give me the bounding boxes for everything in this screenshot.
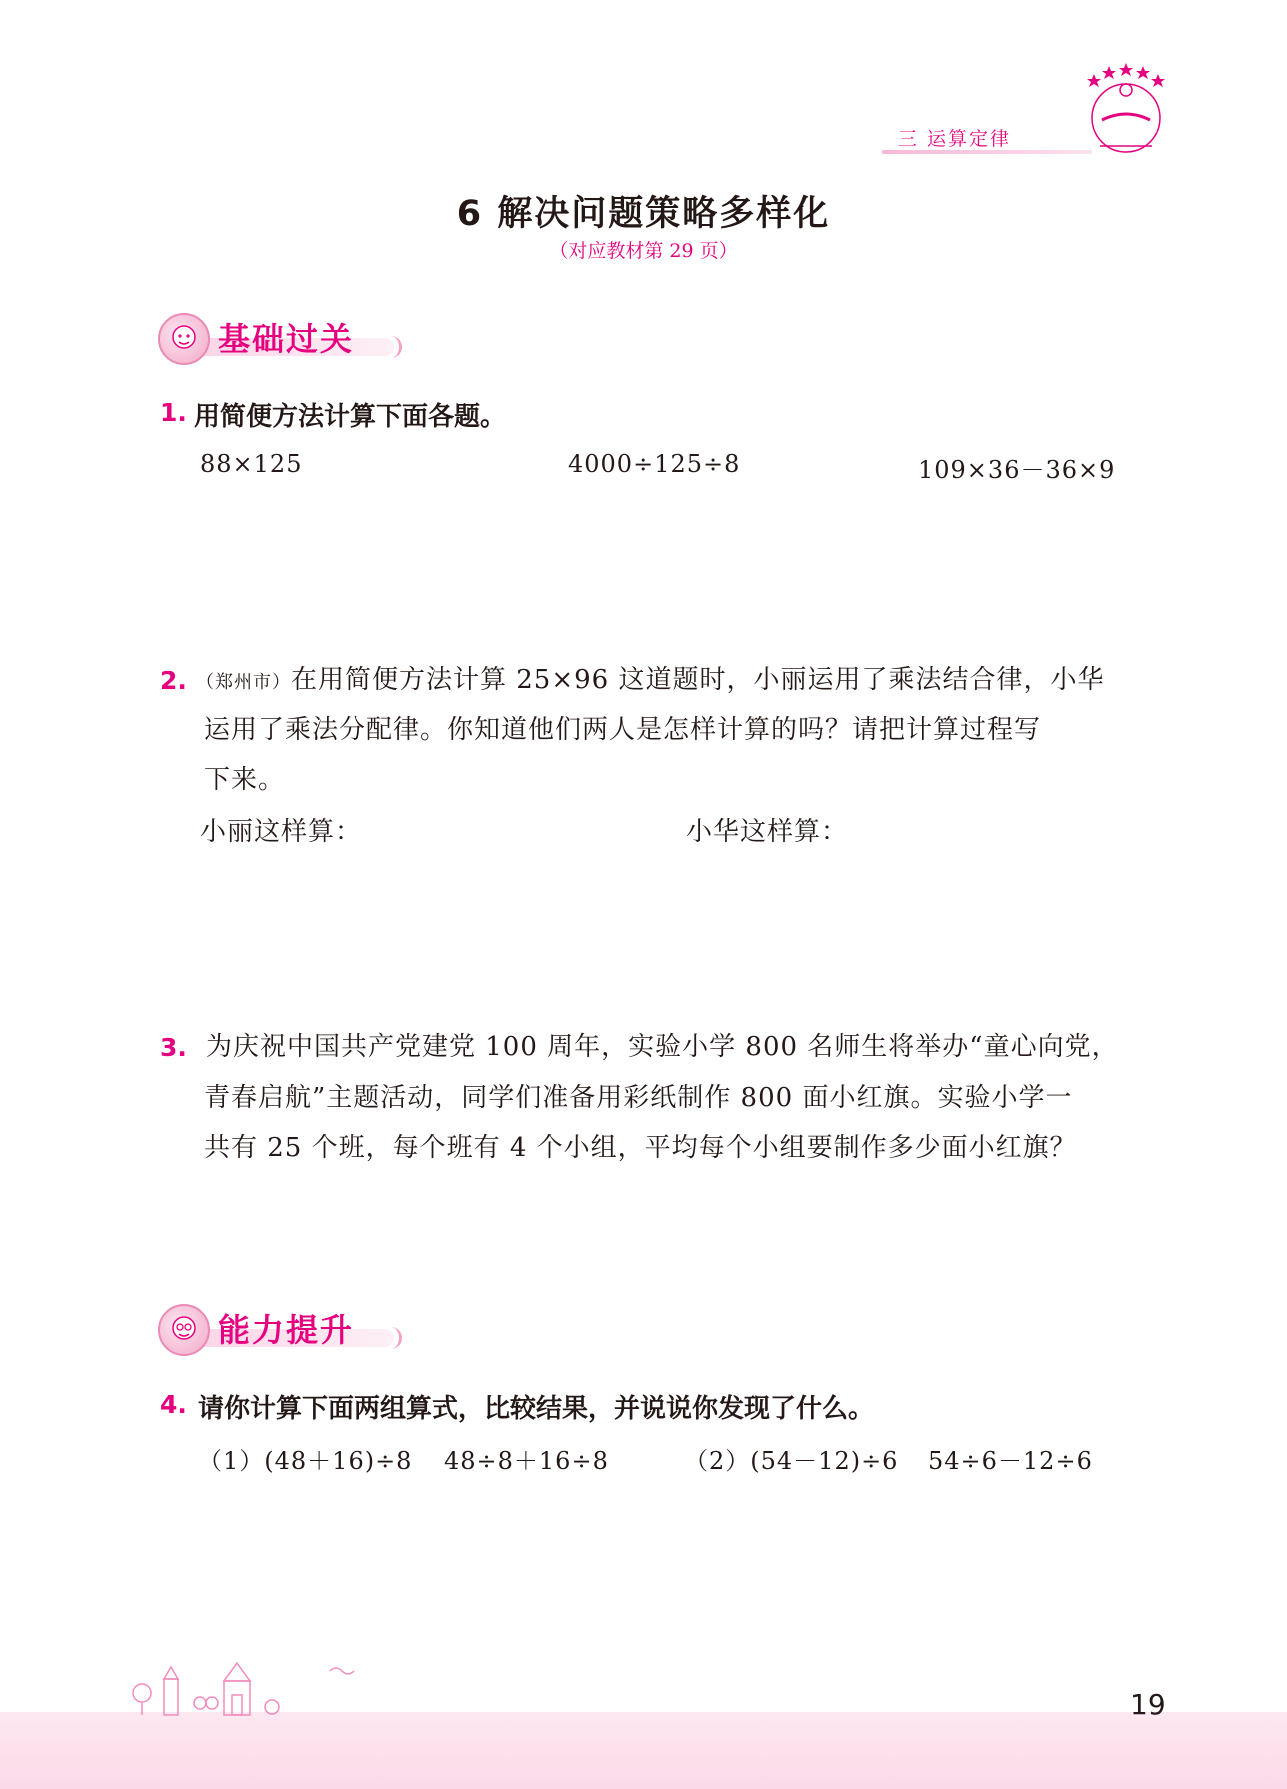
question-4-text: 请你计算下面两组算式，比较结果，并说说你发现了什么。 [198,1394,875,1424]
expression-4-1b: 48÷8＋16÷8 [444,1447,609,1475]
question-2-line-3: 下来。 [204,765,286,795]
publisher-logo [1076,60,1176,160]
expression-1c: 109×36－36×9 [918,456,1116,484]
chapter-underline [882,150,1092,154]
lesson-title: 6 解决问题策略多样化 [456,194,831,234]
chapter-label: 三 运算定律 [898,128,1012,150]
section-banner-basic [158,308,398,366]
question-3-line-2: 青春启航”主题活动，同学们准备用彩纸制作 800 面小红旗。实验小学一 [204,1083,1073,1113]
footer-band [0,1712,1287,1789]
question-2-line-1-text: 在用简便方法计算 25×96 这道题时，小丽运用了乘法结合律，小华 [291,665,1105,695]
expression-4-1a: （1）(48＋16)÷8 [198,1447,413,1475]
lesson-subtitle: （对应教材第 29 页） [549,240,738,262]
expression-1a: 88×125 [200,450,303,478]
section-banner-advanced [158,1299,398,1357]
question-3-line-3: 共有 25 个班，每个班有 4 个小组，平均每个小组要制作多少面小红旗？ [204,1133,1077,1163]
question-3-line-1: 为庆祝中国共产党建党 100 周年，实验小学 800 名师生将举办“童心向党， [206,1032,1119,1062]
answer-label-xiaoli: 小丽这样算： [200,817,363,847]
expression-4-2a: （2）(54－12)÷6 [684,1447,899,1475]
section-title-basic: 基础过关 [218,320,355,358]
question-2-line-2: 运用了乘法分配律。你知道他们两人是怎样计算的吗？请把计算过程写 [204,715,1042,745]
question-number-4: 4. [160,1390,187,1419]
character-icon [158,1304,210,1356]
question-source: （郑州市） [196,672,291,693]
question-1-text: 用简便方法计算下面各题。 [194,402,507,432]
character-icon [158,313,210,365]
expression-4-2b: 54÷6－12÷6 [928,1447,1093,1475]
question-2-line-1 [196,655,1104,708]
town-illustration [120,1645,420,1721]
question-number-2: 2. [160,666,187,695]
expression-1b: 4000÷125÷8 [568,450,741,478]
question-number-1: 1. [160,398,187,427]
question-number-3: 3. [160,1033,187,1062]
section-title-advanced: 能力提升 [218,1311,355,1349]
answer-label-xiaohua: 小华这样算： [686,817,849,847]
page-number: 19 [1130,1688,1166,1721]
